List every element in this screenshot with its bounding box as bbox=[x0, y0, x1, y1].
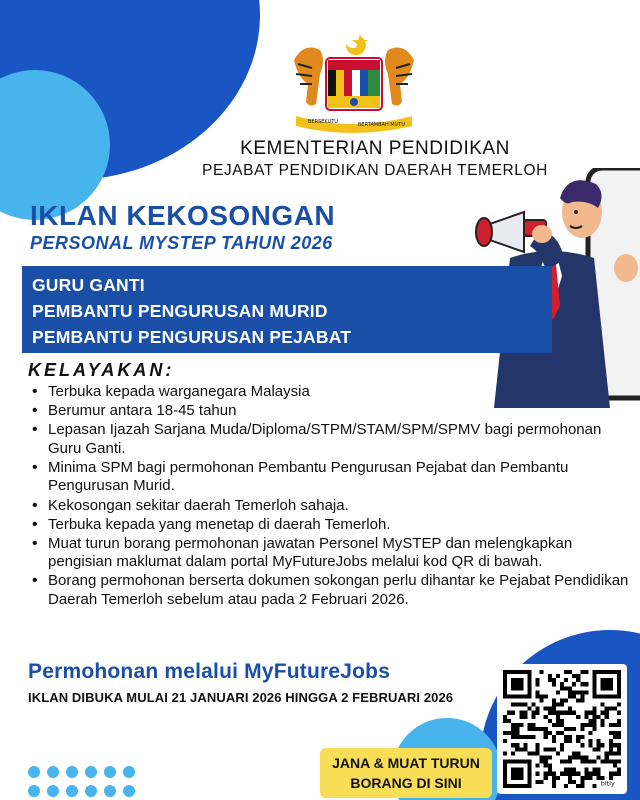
decor-dot bbox=[47, 766, 59, 778]
jata-negara-crest-icon bbox=[288, 30, 420, 136]
svg-text:BERSEKUTU: BERSEKUTU bbox=[308, 119, 338, 125]
requirement-item: • Terbuka kepada yang menetap di daerah Temerloh. bbox=[30, 516, 635, 535]
decor-dot bbox=[104, 785, 116, 797]
svg-text:bitly: bitly bbox=[600, 779, 615, 788]
open-dates: IKLAN DIBUKA MULAI 21 JANUARI 2026 HINGGA 2 FEBRUARI 2026 bbox=[28, 690, 454, 705]
decor-dot bbox=[123, 785, 135, 797]
office-name: PEJABAT PENDIDIKAN DAERAH TEMERLOH bbox=[202, 162, 548, 179]
requirement-item: • Muat turun borang permohonan jawatan Personel MySTEP dan melengkapkan pengisian maklumat dalam portal MyFutureJobs melalui kod QR di bawah. bbox=[30, 535, 635, 572]
decor-dot bbox=[66, 766, 78, 778]
page-title: IKLAN KEKOSONGAN bbox=[30, 200, 336, 231]
download-form-button[interactable] bbox=[320, 748, 492, 798]
requirement-item: • Berumur antara 18-45 tahun bbox=[30, 402, 635, 421]
apply-via: Permohonan melalui MyFutureJobs bbox=[28, 660, 391, 683]
requirement-item: • Lepasan Ijazah Sarjana Muda/Diploma/STPM/STAM/SPM/SPMV bagi permohonan Guru Ganti. bbox=[30, 421, 635, 458]
cta-line-1: JANA & MUAT TURUN bbox=[332, 755, 480, 771]
requirement-item: • Minima SPM bagi permohonan Pembantu Pengurusan Pejabat dan Pembantu Pengurusan Murid. bbox=[30, 459, 635, 496]
requirement-item: • Kekosongan sekitar daerah Temerloh sahaja. bbox=[30, 497, 635, 516]
requirement-item: • Borang permohonan berserta dokumen sokongan perlu dihantar ke Pejabat Pendidikan Daerah Temerloh sebelum atau pada 2 Februari 2026. bbox=[30, 572, 635, 609]
qr-code-icon bbox=[503, 670, 621, 788]
svg-text:BERTAMBAH MUTU: BERTAMBAH MUTU bbox=[358, 122, 405, 128]
requirements-list bbox=[30, 383, 635, 610]
ministry-name: KEMENTERIAN PENDIDIKAN bbox=[240, 138, 510, 159]
decor-dot bbox=[66, 785, 78, 797]
requirement-item: • Terbuka kepada warganegara Malaysia bbox=[30, 383, 635, 402]
qr-code[interactable] bbox=[497, 664, 627, 794]
page-subtitle: PERSONAL MYSTEP TAHUN 2026 bbox=[30, 233, 333, 253]
decor-dot bbox=[85, 766, 97, 778]
position-item: GURU GANTI bbox=[32, 275, 145, 295]
decor-dot bbox=[85, 785, 97, 797]
decor-dot bbox=[104, 766, 116, 778]
position-item: PEMBANTU PENGURUSAN PEJABAT bbox=[32, 327, 352, 347]
positions-band bbox=[22, 266, 552, 353]
cta-line-2: BORANG DI SINI bbox=[350, 775, 462, 791]
decor-dot bbox=[47, 785, 59, 797]
decor-dot bbox=[28, 766, 40, 778]
position-item: PEMBANTU PENGURUSAN MURID bbox=[32, 301, 328, 321]
decor-dot bbox=[123, 766, 135, 778]
requirements-title: KELAYAKAN: bbox=[28, 360, 175, 380]
decor-dot bbox=[28, 785, 40, 797]
